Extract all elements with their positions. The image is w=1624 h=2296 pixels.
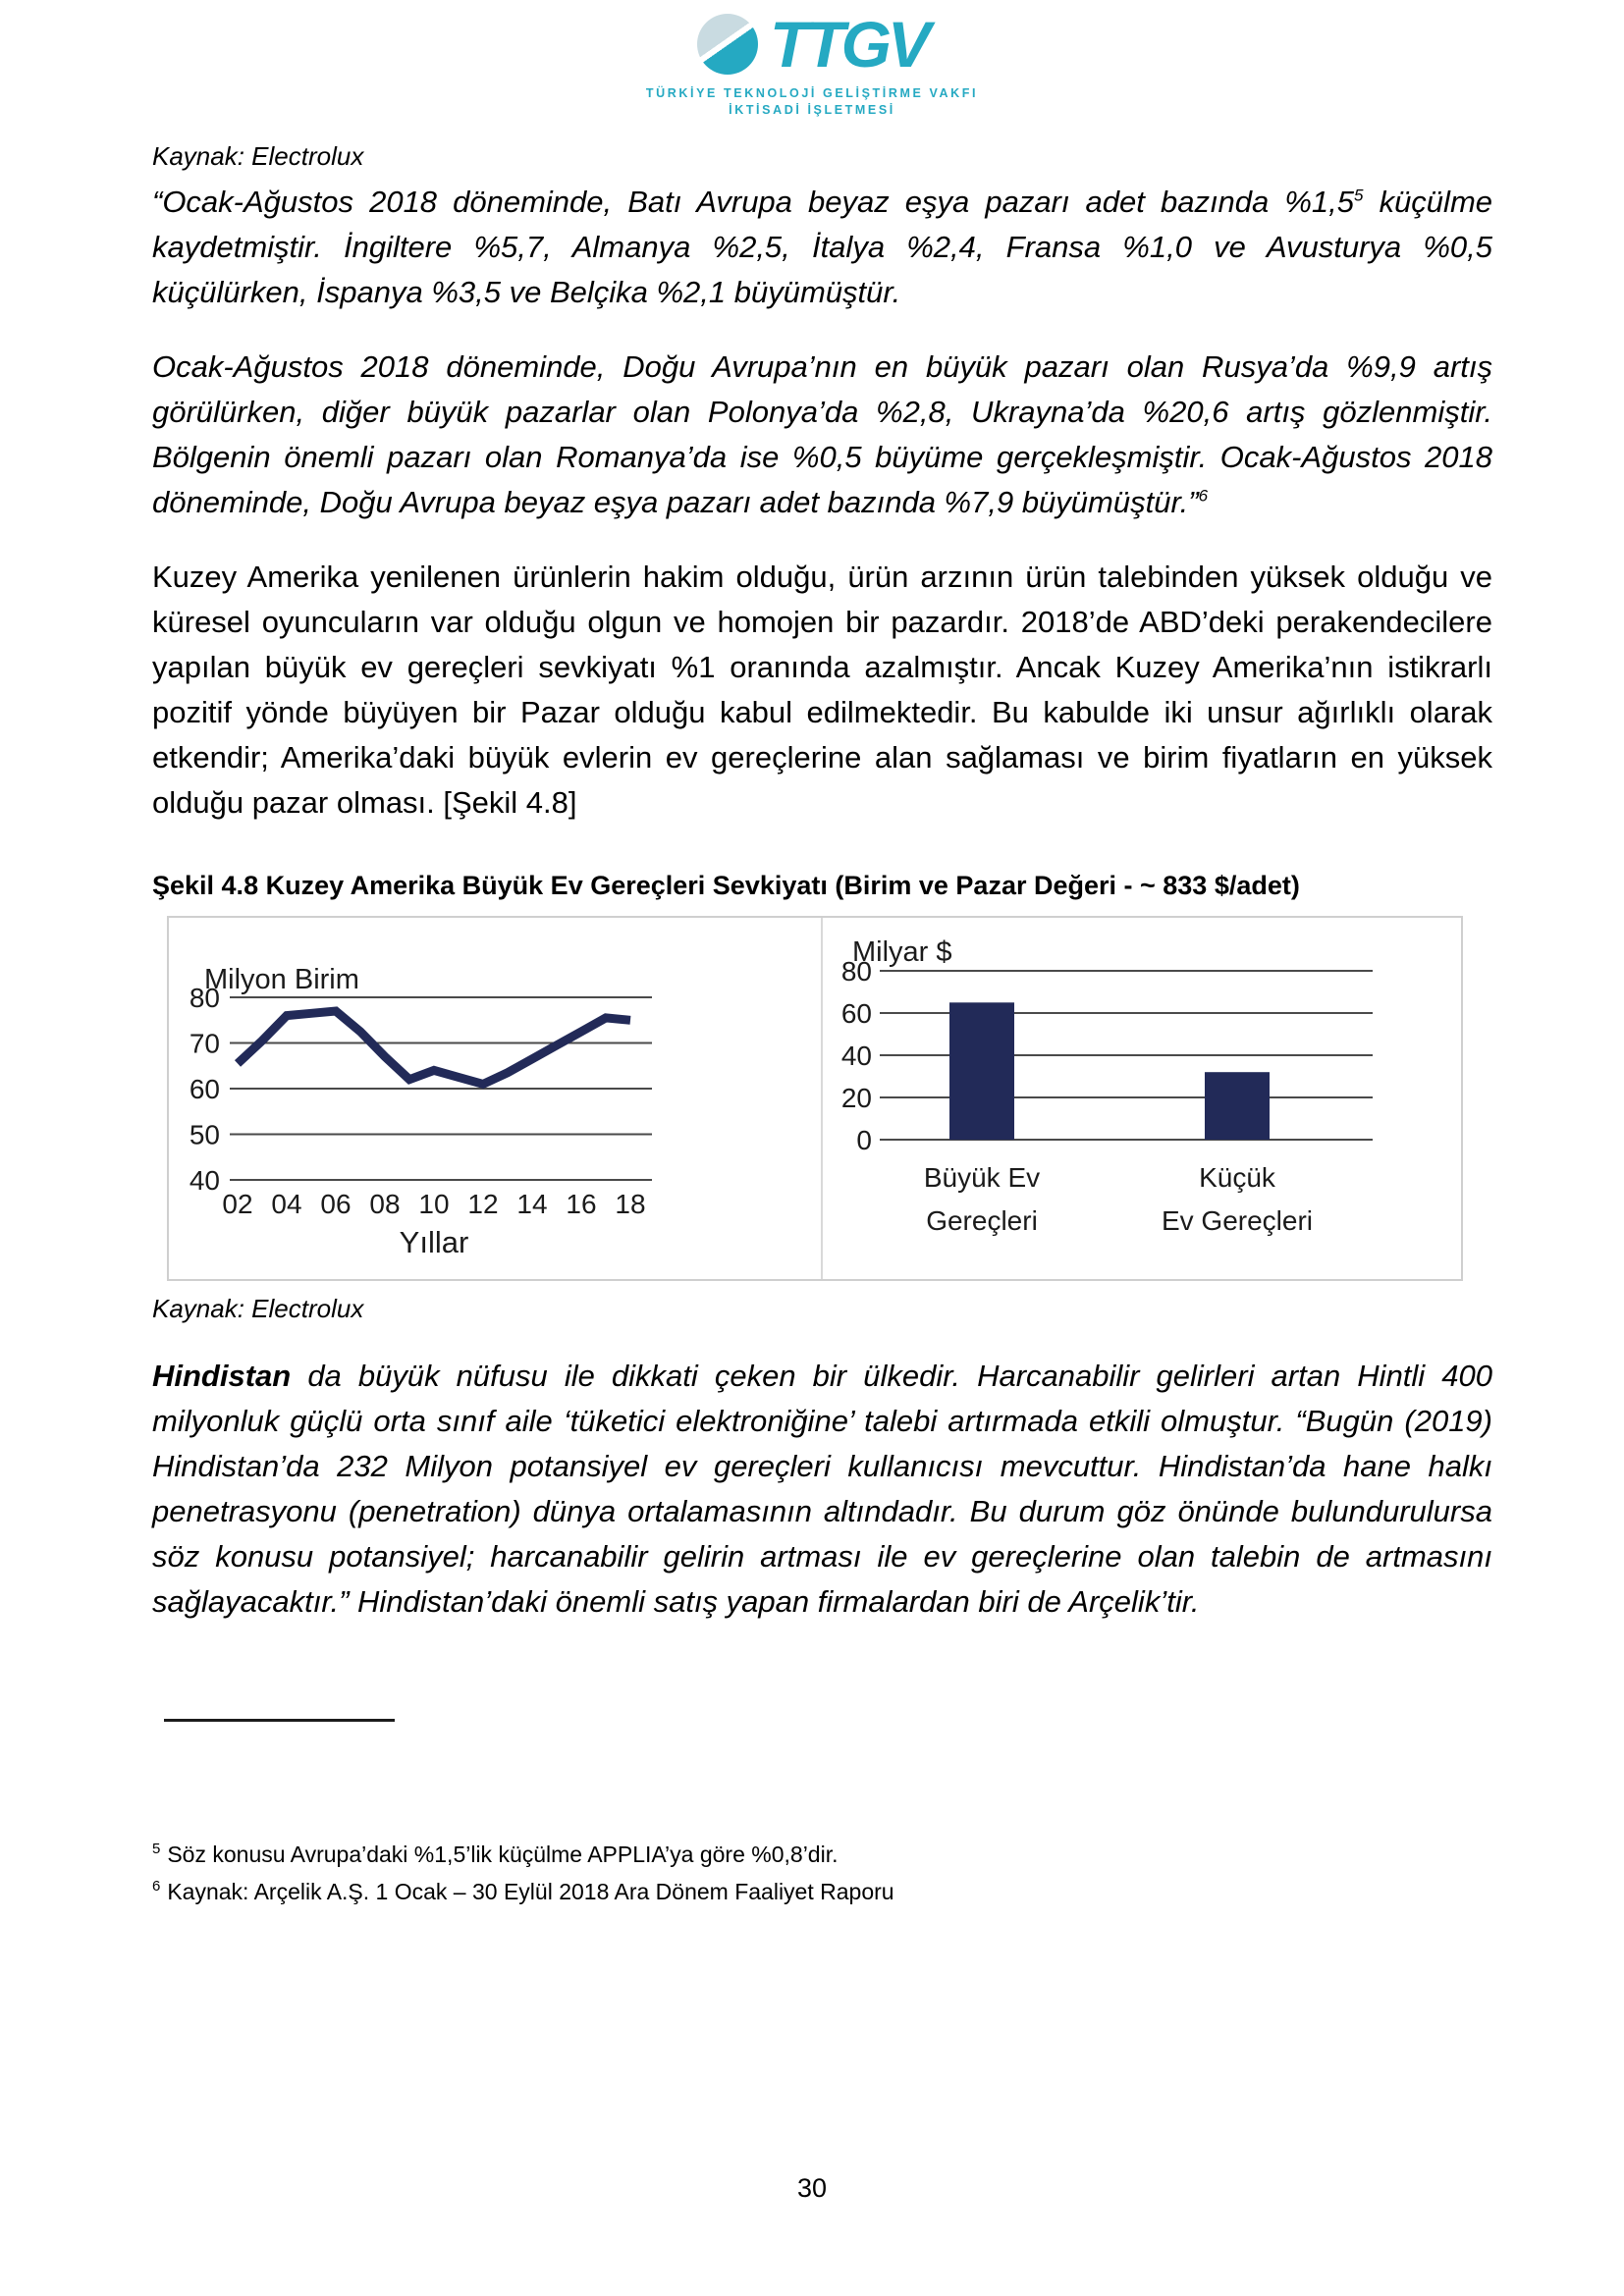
y-tick-label: 40 <box>840 1041 872 1071</box>
bar-chart <box>823 918 1461 1279</box>
category-label: Gereçleri <box>926 1205 1038 1236</box>
paragraph-west-europe-text: “Ocak-Ağustos 2018 döneminde, Batı Avrupa beyaz eşya pazarı adet bazında %1,5 <box>152 185 1355 219</box>
x-tick-label: 12 <box>467 1189 499 1219</box>
line-chart-x-axis <box>222 1189 645 1219</box>
footnote-6 <box>152 1873 1492 1910</box>
line-chart-x-label: Yıllar <box>399 1225 469 1259</box>
bar-rect-0 <box>949 1002 1014 1140</box>
footnote-5-number: 5 <box>152 1841 161 1858</box>
y-tick-label: 80 <box>189 983 220 1013</box>
paragraph-east-europe-text: Ocak-Ağustos 2018 döneminde, Doğu Avrupa’nın en büyük pazarı olan Rusya’da %9,9 artış görülürken, diğer büyük pazarlar olan Polonya’da %2,8, Ukrayna’da %20,6 artış gözlenmiştir. Bölgenin önemli pazarı olan Romanya’da ise %0,5 büyüme gerçekleşmiştir. Ocak-Ağustos 2018 döneminde, Doğu Avrupa beyaz eşya pazarı adet bazında %7,9 büyümüştür.” <box>152 349 1492 519</box>
footnote-6-text: Kaynak: Arçelik A.Ş. 1 Ocak – 30 Eylül 2018 Ara Dönem Faaliyet Raporu <box>167 1879 894 1904</box>
y-tick-label: 50 <box>189 1119 220 1150</box>
logo-tagline-line1: TÜRKİYE TEKNOLOJİ GELİŞTİRME VAKFI <box>645 86 979 100</box>
logo-row <box>697 8 927 80</box>
source-note-bottom: Kaynak: Electrolux <box>152 1294 364 1323</box>
y-tick-label: 0 <box>856 1125 872 1155</box>
footnote-ref-5: 5 <box>1354 186 1364 205</box>
bar-chart-panel <box>823 918 1461 1279</box>
line-chart <box>169 918 821 1279</box>
x-tick-label: 18 <box>615 1189 646 1219</box>
y-tick-label: 60 <box>189 1074 220 1104</box>
logo-tagline-line2: İKTİSADİ İŞLETMESİ <box>729 103 895 117</box>
y-tick-label: 40 <box>189 1165 220 1196</box>
bar-chart-category-labels <box>924 1162 1313 1236</box>
category-label: Ev Gereçleri <box>1161 1205 1314 1236</box>
line-chart-title: Milyon Birim <box>204 964 359 995</box>
line-chart-y-axis <box>189 983 220 1196</box>
paragraph-east-europe <box>152 345 1492 525</box>
x-tick-label: 02 <box>222 1189 253 1219</box>
bar-rect-1 <box>1205 1072 1270 1140</box>
x-tick-label: 14 <box>516 1189 548 1219</box>
page-number: 30 <box>796 2173 828 2203</box>
y-tick-label: 20 <box>840 1083 872 1113</box>
footnote-6-number: 6 <box>152 1878 161 1896</box>
paragraph-india <box>152 1354 1492 1625</box>
bar-chart-y-axis <box>841 956 872 1155</box>
y-tick-label: 70 <box>189 1028 220 1059</box>
paragraph-west-europe-text-cont: küçülme kaydetmiştir. İngiltere %5,7, Almanya %2,5, İtalya %2,4, Fransa %1,0 ve Avusturya %0,5 küçülürken, İspanya %3,5 ve Belçika %2,1 büyümüştür. <box>152 185 1493 309</box>
footnote-divider <box>164 1719 395 1722</box>
footnote-5-text: Söz konusu Avrupa’daki %1,5’lik küçülme APPLIA’ya göre %0,8’dir. <box>167 1842 839 1867</box>
line-series <box>238 1011 630 1084</box>
page-content <box>0 140 1624 1910</box>
source-note-top: Kaynak: Electrolux <box>152 141 364 171</box>
y-tick-label: 60 <box>840 998 872 1029</box>
x-tick-label: 10 <box>418 1189 450 1219</box>
ttgv-wordmark: TTGV <box>770 8 927 80</box>
bar-chart-title: Milyar $ <box>852 936 952 968</box>
figure-caption: Şekil 4.8 Kuzey Amerika Büyük Ev Gereçleri Sevkiyatı (Birim ve Pazar Değeri - ~ 833 $/adet) <box>152 871 1300 900</box>
category-label: Küçük <box>1199 1162 1275 1193</box>
ttgv-globe-icon <box>697 14 758 75</box>
y-tick-label: 80 <box>840 956 872 987</box>
footnote-5 <box>152 1836 1492 1873</box>
figure-4-8 <box>167 916 1463 1281</box>
x-tick-label: 08 <box>369 1189 401 1219</box>
paragraph-north-america: Kuzey Amerika yenilenen ürünlerin hakim olduğu, ürün arzının ürün talebinden yüksek olduğu ve küresel oyuncuların var olduğu olgun ve homojen bir pazardır. 2018’de ABD’deki perakendecilere yapılan büyük ev gereçleri sevkiyatı %1 oranında azalmıştır. Ancak Kuzey Amerika’nın istikrarlı pozitif yönde büyüyen bir Pazar olduğu kabul edilmektedir. Bu kabulde iki unsur ağırlıklı olarak etkendir; Amerika’daki büyük evlerin ev gereçlerine alan sağlaması ve birim fiyatların en yüksek olduğu pazar olması. [Şekil 4.8] <box>152 560 1492 820</box>
x-tick-label: 06 <box>320 1189 352 1219</box>
paragraph-india-text: da büyük nüfusu ile dikkati çeken bir ülkedir. Harcanabilir gelirleri artan Hintli 400 milyonluk güçlü orta sınıf aile ‘tüketici elektroniğine’ talebi artırmada etkili olmuştur. “Bugün (2019) Hindistan’da 232 Milyon potansiyel ev gereçleri kullanıcısı mevcuttur. Hindistan’da hane halkı penetrasyonu (penetration) dünya ortalamasının altındadır. Bu durum göz önünde bulundurulursa söz konusu potansiyel; harcanabilir gelirin artması ile ev gereçlerine olan talebin de artmasını sağlayacaktır.” Hindistan’daki önemli satış yapan firmalardan biri de Arçelik’tir. <box>152 1359 1492 1619</box>
footnote-ref-6: 6 <box>1198 486 1209 506</box>
category-label: Büyük Ev <box>923 1162 1041 1193</box>
x-tick-label: 04 <box>271 1189 302 1219</box>
footnotes <box>152 1836 1492 1910</box>
x-tick-label: 16 <box>566 1189 597 1219</box>
header-logo <box>0 0 1624 117</box>
line-chart-panel <box>169 918 823 1279</box>
paragraph-west-europe <box>152 180 1492 315</box>
paragraph-india-lead: Hindistan <box>152 1359 292 1393</box>
